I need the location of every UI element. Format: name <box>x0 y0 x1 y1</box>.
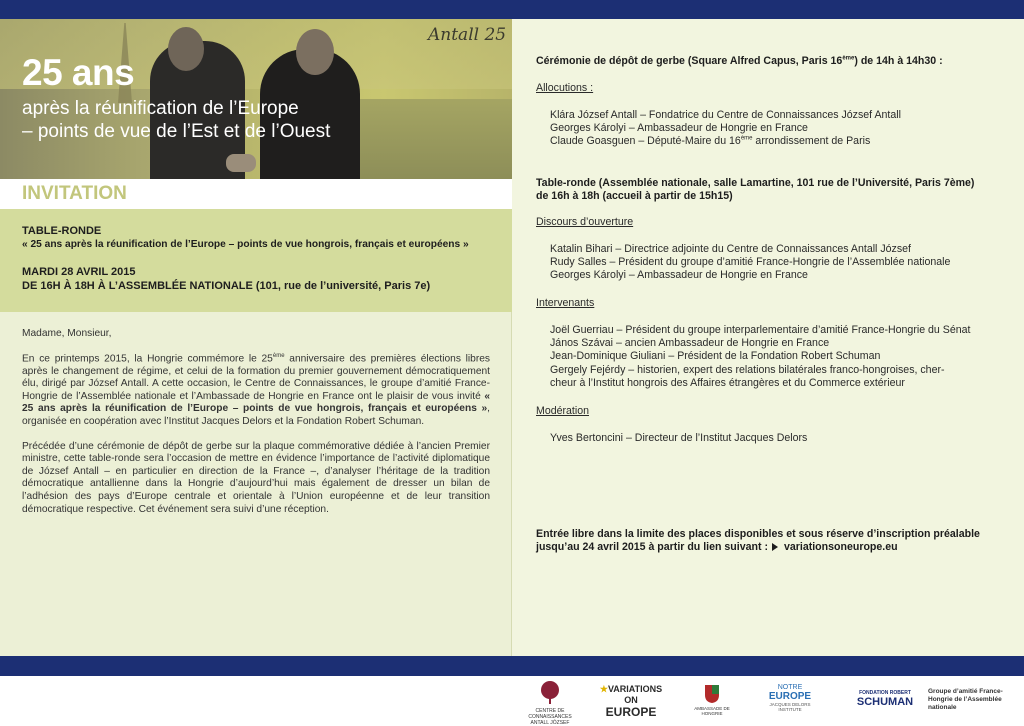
antall25-logo: Antall 25 <box>428 25 507 45</box>
allocution-item: Claude Goasguen – Député-Maire du 16ème arrondissement de Paris <box>550 135 871 147</box>
ceremony-heading: Cérémonie de dépôt de gerbe (Square Alfred Capus, Paris 16ème) de 14h à 14h30 : <box>536 55 943 67</box>
moderation-label: Modération <box>536 405 589 417</box>
letter-paragraph-1: En ce printemps 2015, la Hongrie commémore le 25ème anniversaire des premières élections libres après le changement de régime, et celui de la formation du premier gouvernement démocratiquement élu, dirigé par József Antall. A cette occasion, le Centre de Connaissances, le groupe d’amitié France-Hongrie de l’Assemblée nationale et l’Ambassade de Hongrie en France ont le plaisir de vous invité « 25 ans après la réunification de l’Europe – points de vue hongrois, français et européens », organisée en coopération avec l’Institut Jacques Delors et la Fondation Robert Schuman. <box>22 352 491 427</box>
discours-item: Rudy Salles – Président du groupe d’amitié France-Hongrie de l’Assemblée nationale <box>550 256 951 268</box>
discours-item: Georges Károlyi – Ambassadeur de Hongrie en France <box>550 269 808 281</box>
handshake-image <box>226 154 256 172</box>
bottom-bar <box>0 656 1024 676</box>
intervenant-item: Joël Guerriau – Président du groupe interparlementaire d’amitié France-Hongrie du Sénat <box>550 324 971 336</box>
header-subtitle-line2: – points de vue de l’Est et de l’Ouest <box>22 121 331 142</box>
entry-note: Entrée libre dans la limite des places disponibles et sous réserve d’inscription préalable <box>536 528 980 540</box>
intervenant-item: János Szávai – ancien Ambassadeur de Hongrie en France <box>550 337 830 349</box>
top-bar <box>0 0 1024 19</box>
event-title: « 25 ans après la réunification de l’Europe – points de vue hongrois, français et européens » <box>22 239 469 250</box>
event-date: MARDI 28 AVRIL 2015 <box>22 266 136 278</box>
partner-logos <box>0 676 1024 726</box>
invitation-letter <box>22 328 490 528</box>
registration-link[interactable]: variationsoneurope.eu <box>783 541 898 553</box>
entry-note-line2: jusqu’au 24 avril 2015 à partir du lien suivant : variationsoneurope.eu <box>536 541 898 553</box>
notre-europe-logo: NOTRE EUROPE JACQUES DELORS INSTITUTE <box>768 684 812 712</box>
event-type: TABLE-RONDE <box>22 225 102 237</box>
groupe-amitie-label: Groupe d’amitié France-Hongrie de l’Assemblée nationale <box>928 688 1003 711</box>
allocution-item: Georges Károlyi – Ambassadeur de Hongrie en France <box>550 122 808 134</box>
allocutions-label: Allocutions : <box>536 82 594 94</box>
table-ronde-heading: Table-ronde (Assemblée nationale, salle Lamartine, 101 rue de l’Université, Paris 7ème) <box>536 177 975 189</box>
arrow-right-icon <box>772 543 778 551</box>
table-ronde-time: de 16h à 18h (accueil à partir de 15h15) <box>536 190 733 202</box>
salutation: Madame, Monsieur, <box>22 328 112 339</box>
intervenant-item: Gergely Fejérdy – historien, expert des relations bilatérales franco-hongroises, cher- <box>550 364 945 376</box>
header-title: 25 ans <box>22 52 135 93</box>
header-subtitle-line1: après la réunification de l’Europe <box>22 98 299 119</box>
letter-paragraph-2: Précédée d’une cérémonie de dépôt de gerbe sur la plaque commémorative dédiée à l’ancien Premier ministre, cette table-ronde sera l’occasion de mettre en évidence l’importance de l’activité diplomatique de József Antall – en particulier en direction de la France –, d’analyser l’héritage de la tradition démocratique antallienne dans la Hongrie d’aujourd’hui mais également de dresser un bilan de l’adhésion des pays d’Europe centrale et orientale à l’Union européenne et de leur transition démocratique respective. Cet événement sera suivi d’une réception. <box>22 440 490 515</box>
intervenant-item: Jean-Dominique Giuliani – Président de la Fondation Robert Schuman <box>550 350 881 362</box>
moderation-item: Yves Bertoncini – Directeur de l’Institut Jacques Delors <box>550 432 808 444</box>
allocution-item: Klára József Antall – Fondatrice du Centre de Connaissances József Antall <box>550 109 901 121</box>
variations-on-europe-logo: ★VARIATIONS ON EUROPE <box>599 684 663 719</box>
discours-item: Katalin Bihari – Directrice adjointe du Centre de Connaissances Antall József <box>550 243 911 255</box>
hungarian-embassy-logo: AMBASSADE DE HONGRIE <box>684 682 740 716</box>
coat-of-arms-icon <box>704 682 720 704</box>
intervenant-item: cheur à l’Institut hongrois des Affaires étrangères et du Commerce extérieur <box>550 377 905 389</box>
fondation-schuman-logo: FONDATION ROBERT SCHUMAN <box>856 690 914 708</box>
event-time-place: DE 16H À 18H À L’ASSEMBLÉE NATIONALE (101, rue de l’université, Paris 7e) <box>22 280 431 292</box>
tree-icon <box>537 680 563 706</box>
invitation-label: INVITATION <box>22 183 127 204</box>
antall-center-logo: CENTRE DE CONNAISSANCES ANTALL JÓZSEF <box>528 680 572 726</box>
intervenants-label: Intervenants <box>536 297 595 309</box>
discours-label: Discours d’ouverture <box>536 216 634 228</box>
